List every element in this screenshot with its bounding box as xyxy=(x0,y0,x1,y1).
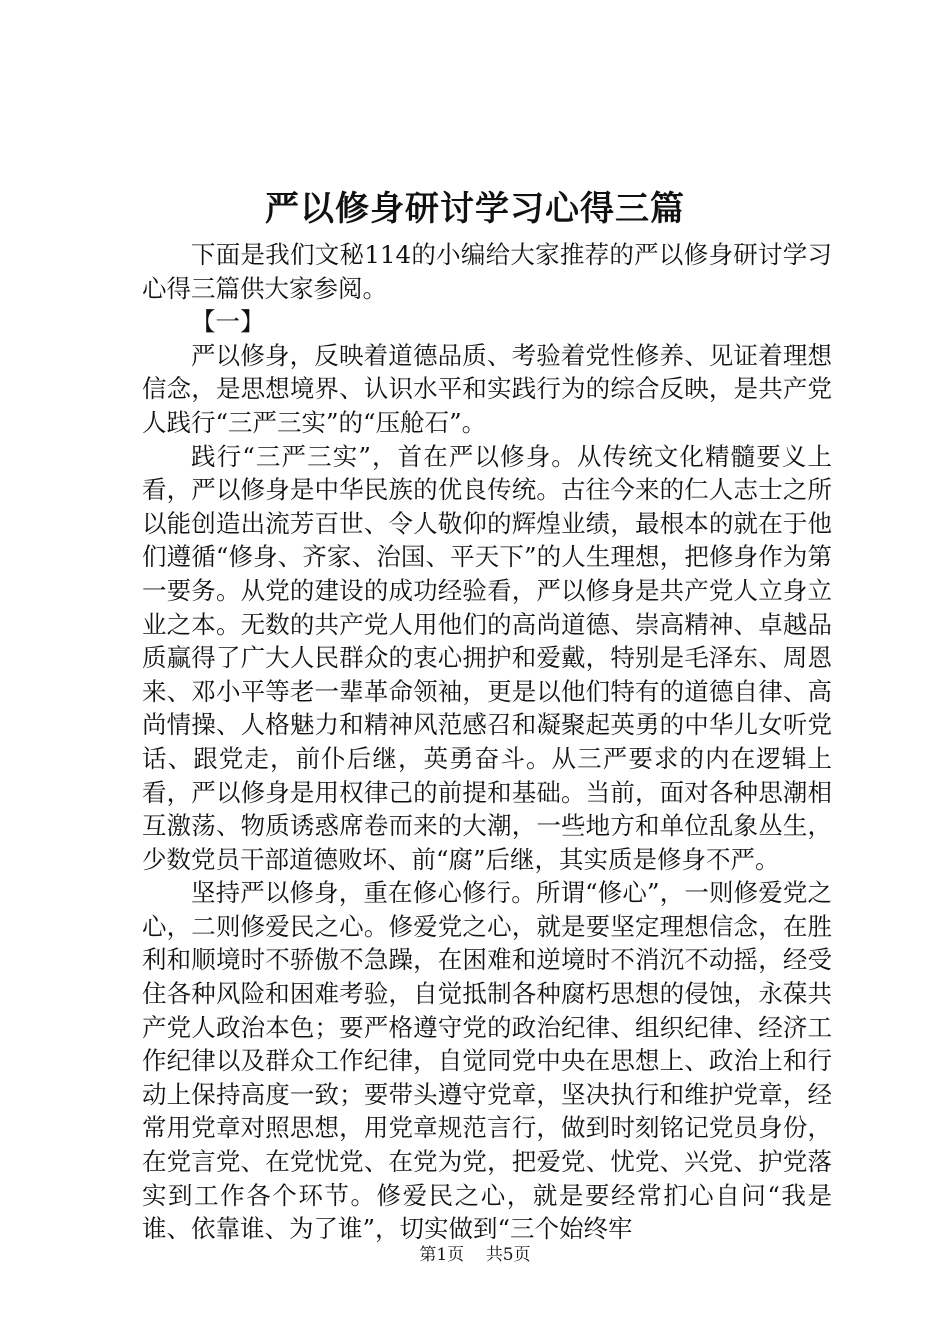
body-paragraph: 严以修身，反映着道德品质、考验着党性修养、见证着理想信念，是思想境界、认识水平和实践行为的综合反映，是共产党人践行“三严三实”的“压舱石”。 xyxy=(142,340,832,437)
intro-paragraph: 下面是我们文秘114的小编给大家推荐的严以修身研讨学习心得三篇供大家参阅。 xyxy=(142,240,832,303)
body-paragraph: 坚持严以修身，重在修心修行。所谓“修心”，一则修爱党之心，二则修爱民之心。修爱党之心，就是要坚定理想信念，在胜利和顺境时不骄傲不急躁，在困难和逆境时不消沉不动摇，经受住各种风险和困难考验，自觉抵制各种腐朽思想的侵蚀，永葆共产党人政治本色；要严格遵守党的政治纪律、组织纪律、经济工作纪律以及群众工作纪律，自觉同党中央在思想上、政治上和行动上保持高度一致；要带头遵守党章，坚决执行和维护党章，经常用党章对照思想，用党章规范言行，做到时刻铭记党员身份，在党言党、在党忧党、在党为党，把爱党、忧党、兴党、护党落实到工作各个环节。修爱民之心，就是要经常扪心自问“我是谁、依靠谁、为了谁”，切实做到“三个始终牢 xyxy=(142,878,832,1244)
page-number: 第1页 xyxy=(419,1245,465,1265)
body-paragraph: 践行“三严三实”，首在严以修身。从传统文化精髓要义上看，严以修身是中华民族的优良传统。古往今来的仁人志士之所以能创造出流芳百世、令人敬仰的辉煌业绩，最根本的就在于他们遵循“修身、齐家、治国、平天下”的人生理想，把修身作为第一要务。从党的建设的成功经验看，严以修身是共产党人立身立业之本。无数的共产党人用他们的高尚道德、崇高精神、卓越品质赢得了广大人民群众的衷心拥护和爱戴，特别是毛泽东、周恩来、邓小平等老一辈革命领袖，更是以他们特有的道德自律、高尚情操、人格魅力和精神风范感召和凝聚起英勇的中华儿女听党话、跟党走，前仆后继，英勇奋斗。从三严要求的内在逻辑上看，严以修身是用权律己的前提和基础。当前，面对各种思潮相互激荡、物质诱惑席卷而来的大潮，一些地方和单位乱象丛生，少数党员干部道德败坏、前“腐”后继，其实质是修身不严。 xyxy=(142,441,832,874)
document-body xyxy=(142,238,832,1246)
page-total: 共5页 xyxy=(485,1245,531,1265)
document-title: 严以修身研讨学习心得三篇 xyxy=(265,189,685,229)
footer-spacer xyxy=(470,1243,481,1267)
page-footer xyxy=(0,1243,950,1267)
section-heading: 【一】 xyxy=(191,307,265,337)
